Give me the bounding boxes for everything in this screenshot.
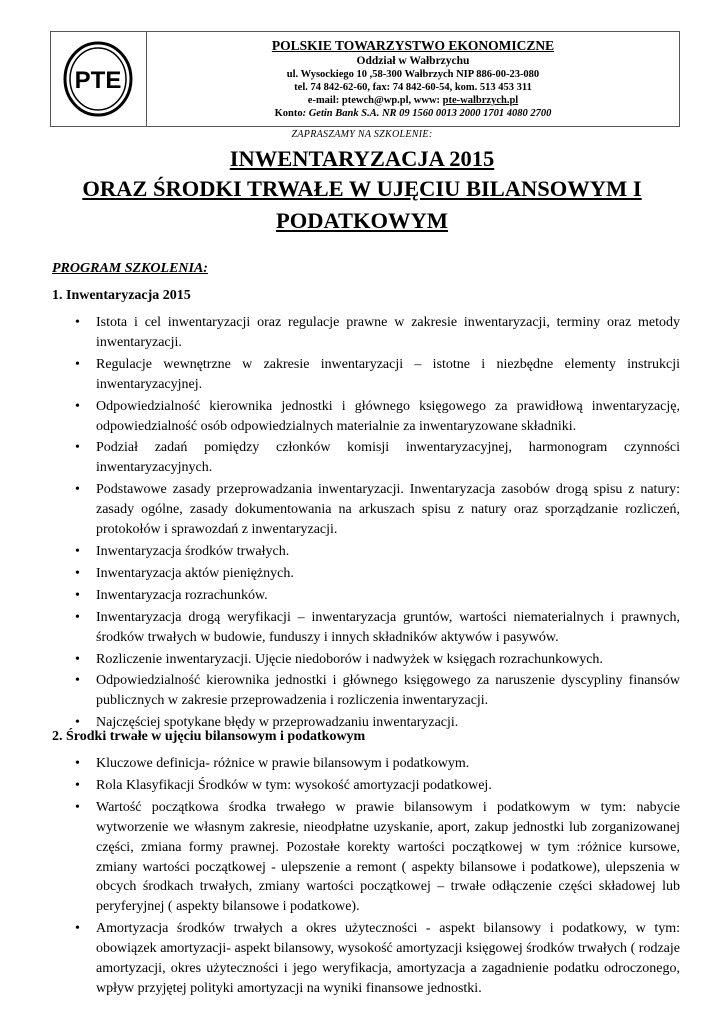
bullet-icon: • — [75, 440, 80, 456]
title-line-1: INWENTARYZACJA 2015 — [229, 146, 495, 171]
list-item-text: Wartość początkowa środka trwałego w prawie bilansowym i podatkowym w tym: nabycie wytworzenie we własnym zakresie, nieodpłatne uzyskanie, aport, zakup jednostki lub zorganizowanej części, zmiana formy prawnej. Pozostałe korekty wartości początkowej w tym :różnice kursowe, zmiany wartości początkowej - ulepszenie a remont ( aspekty bilansowe i podatkowe), ulepszenia w obcych środkach trwałych, zmiany wartości początkowej – trwałe odłączenie części składowej lub peryferyjnej ( aspekty bilansowe i podatkowe). — [96, 799, 680, 915]
website-link[interactable]: pte-walbrzych.pl — [442, 95, 519, 106]
list-item-text: Istota i cel inwentaryzacji oraz regulacje prawne w zakresie inwentaryzacji, terminy oraz metody inwentaryzacji. — [96, 315, 680, 350]
list-item — [52, 798, 680, 917]
section-1-heading: 1. Inwentaryzacja 2015 — [52, 288, 191, 303]
list-item — [52, 754, 680, 774]
program-heading: PROGRAM SZKOLENIA: — [52, 261, 208, 276]
list-item — [52, 542, 680, 562]
pte-logo-icon — [63, 41, 133, 117]
bullet-icon: • — [75, 587, 80, 603]
bullet-icon: • — [75, 565, 80, 581]
section-2-list — [52, 754, 680, 1001]
list-item-text: Odpowiedzialność kierownika jednostki i głównego księgowego za naruszenie dyscypliny finansów publicznych w zakresie przeprowadzenia i rozliczenia inwentaryzacji. — [96, 673, 680, 709]
list-item — [52, 919, 680, 999]
list-item — [52, 586, 680, 606]
org-contact — [147, 94, 679, 107]
bullet-icon: • — [75, 609, 80, 625]
bullet-icon: • — [75, 921, 80, 937]
bullet-icon: • — [75, 356, 80, 372]
org-phones: tel. 74 842-62-60, fax: 74 842-60-54, kom. 513 453 311 — [294, 82, 532, 93]
bullet-icon: • — [75, 543, 80, 559]
list-item — [52, 480, 680, 540]
list-item-text: Rozliczenie inwentaryzacji. Ujęcie niedoborów i nadwyżek w księgach rozrachunkowych. — [96, 651, 603, 667]
list-item — [52, 671, 680, 711]
org-info — [147, 32, 679, 126]
list-item-text: Najczęściej spotykane błędy w przeprowadzaniu inwentaryzacji. — [96, 715, 459, 731]
list-item — [52, 650, 680, 670]
invite-text: ZAPRASZAMY NA SZKOLENIE: — [291, 129, 433, 140]
list-item-text: Regulacje wewnętrzne w zakresie inwentaryzacji – istotne i niezbędne elementy instrukcji inwentaryzacyjnej. — [96, 356, 680, 392]
header-box — [50, 31, 680, 127]
org-address: ul. Wysockiego 10 ,58-300 Wałbrzych NIP 886-00-23-080 — [286, 69, 540, 80]
bullet-icon: • — [75, 799, 80, 815]
list-item-text: Kluczowe definicja- różnice w prawie bilansowym i podatkowym. — [96, 756, 470, 771]
list-item-text: Odpowiedzialność kierownika jednostki i głównego księgowego za prawidłową inwentaryzację, odpowiedzialność osób odpowiedzialnych materialnie za inwentaryzowane składniki. — [96, 398, 680, 434]
bullet-icon: • — [75, 777, 80, 793]
logo-cell — [51, 32, 147, 126]
bullet-icon: • — [75, 673, 80, 689]
list-item-text: Inwentaryzacja środków trwałych. — [96, 543, 290, 559]
title-line-3: PODATKOWYM — [275, 208, 449, 233]
list-item — [52, 564, 680, 584]
bank-label: Konto — [274, 108, 303, 119]
section-1-list — [52, 313, 680, 735]
bullet-icon: • — [75, 756, 80, 771]
title-line-2: ORAZ ŚRODKI TRWAŁE W UJĘCIU BILANSOWYM I — [82, 176, 642, 201]
list-item — [52, 608, 680, 648]
list-item — [52, 397, 680, 437]
list-item-text: Inwentaryzacja drogą weryfikacji – inwentaryzacja gruntów, wartości niematerialnych i prawnych, środków trwałych w budowie, funduszy i innych składników aktywów i pasywów. — [96, 609, 680, 645]
org-name: POLSKIE TOWARZYSTWO EKONOMICZNE — [271, 38, 555, 53]
bullet-icon: • — [75, 482, 80, 498]
list-item-text: Inwentaryzacja aktów pieniężnych. — [96, 565, 294, 581]
section-2-heading: 2. Środki trwałe w ujęciu bilansowym i podatkowym — [52, 729, 366, 744]
list-item — [52, 313, 680, 353]
list-item — [52, 438, 680, 478]
list-item-text: Podstawowe zasady przeprowadzania inwentaryzacji. Inwentaryzacja zasobów drogą spisu z natury: zasady ogólne, zasady dokumentowania na arkuszach spisu z natury oraz sporządzanie rozliczeń, protokołów i sprawozdań z inwentaryzacji. — [96, 482, 680, 538]
list-item — [52, 355, 680, 395]
bullet-icon: • — [75, 398, 80, 414]
org-branch: Oddział w Wałbrzychu — [356, 55, 470, 67]
org-bank — [147, 107, 679, 120]
list-item — [52, 776, 680, 796]
bullet-icon: • — [75, 315, 80, 330]
email-label: e-mail: ptewch@wp.pl, www: — [307, 95, 443, 106]
list-item-text: Rola Klasyfikacji Środków w tym: wysokość amortyzacji podatkowej. — [96, 777, 492, 793]
list-item-text: Amortyzacja środków trwałych a okres użyteczności - aspekt bilansowy i podatkowy, w tym: obowiązek amortyzacji- aspekt bilansowy, wysokość amortyzacji księgowej środków trwałych ( rodzaje amortyzacji, okres użyteczności i jego weryfikacja, amortyzacja a zagadnienie podatku odroczonego, wpływ przyjętej polityki amortyzacji na wyniki finansowe jednostki. — [96, 921, 680, 996]
bank-account: : Getin Bank S.A. NR 09 1560 0013 2000 1701 4080 2700 — [302, 108, 552, 119]
list-item-text: Inwentaryzacja rozrachunków. — [96, 587, 268, 603]
bullet-icon: • — [75, 715, 80, 731]
list-item-text: Podział zadań pomiędzy członków komisji inwentaryzacyjnej, harmonogram czynności inwentaryzacyjnych. — [96, 440, 680, 476]
bullet-icon: • — [75, 651, 80, 667]
logo-text: PTE — [74, 67, 122, 94]
